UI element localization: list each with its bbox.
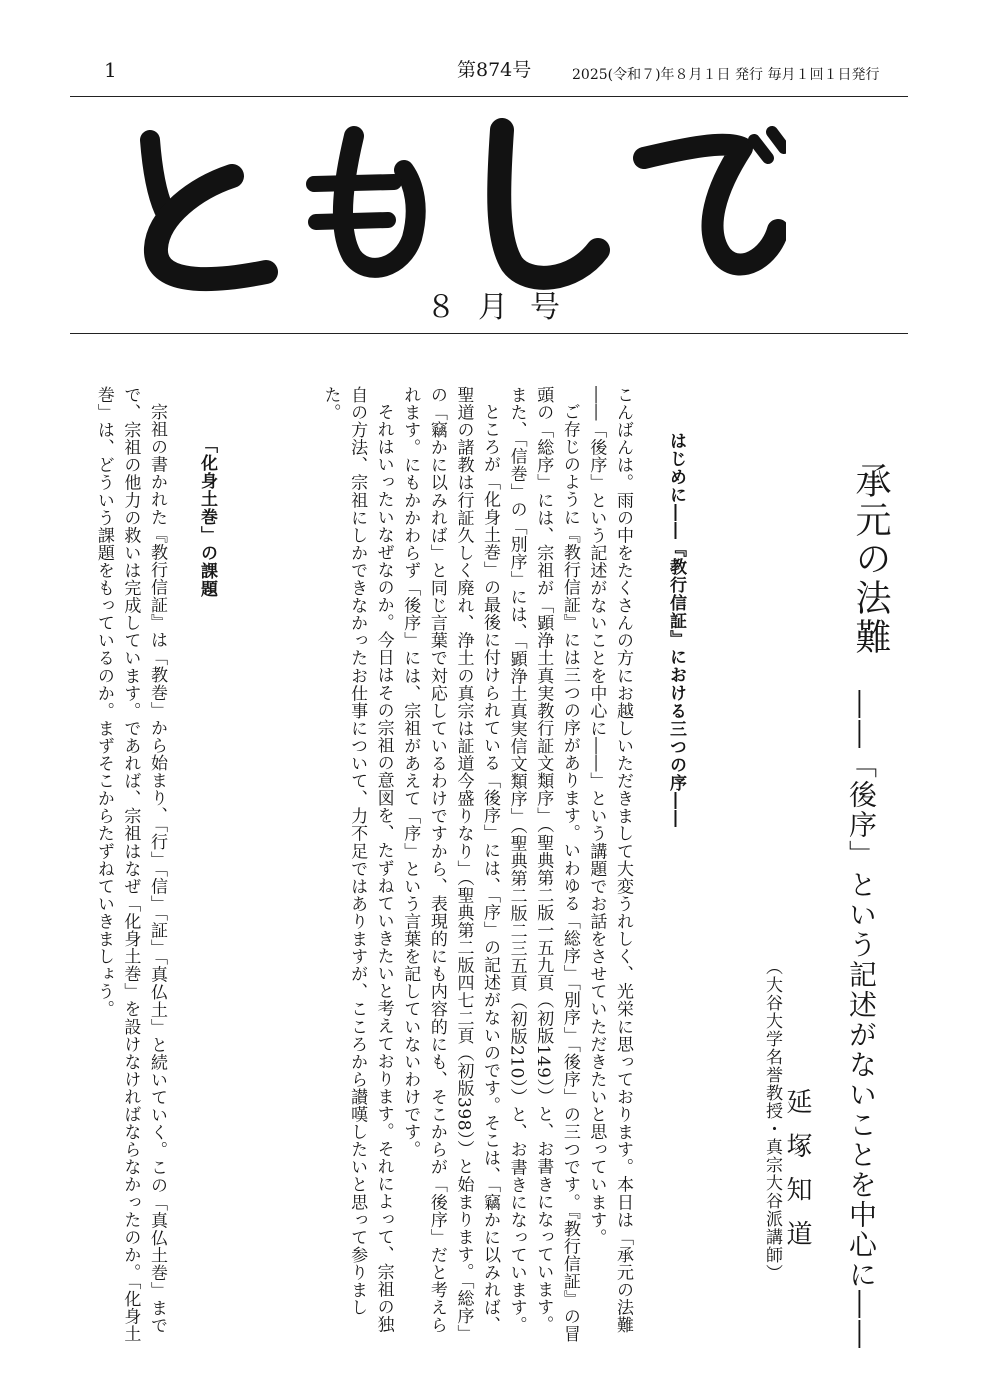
masthead-logo: [136, 118, 786, 298]
article-body-intro: [256, 386, 636, 1346]
publication-date: 2025(令和７)年８月１日 発行 毎月１回１日発行: [572, 67, 880, 83]
paragraph: ところが「化身土巻」の最後に付けられている「後序」には、「序」の記述がないのです。そこは、「竊かに以みれば、聖道の諸教は行証久しく廃れ、浄土の真宗は証道今盛りなり」（聖典第二版四七二頁（初版398））と始まります。「総序」の「竊かに以みれば」と同じ言葉で対応しているわけですから、表現的にも内容的にも、そこからが「後序」だと考えられます。にもかかわらず「後序」には、宗祖があえて「序」という言葉を記していないわけです。: [400, 386, 501, 1343]
article-title: 承元の法難: [850, 462, 891, 657]
header-divider: [70, 96, 908, 97]
paragraph: それはいったいなぜなのか。今日はその宗祖の意図を、たずねていきたいと考えております。それによって、宗祖の独自の方法、宗祖にしかできなかったお仕事について、力不足ではありますが、こころから讃嘆したいと思って参りました。: [320, 386, 394, 1334]
author-name: 延塚知道: [782, 1088, 812, 1264]
issue-number: 第874号: [457, 59, 532, 81]
author-affiliation: （大谷大学名誉教授・真宗大谷派講師）: [762, 958, 782, 1282]
masthead-divider: [70, 333, 908, 334]
paragraph: 宗祖の書かれた『教行信証』は「教巻」から始まり、「行」「信」「証」「真仏土」と続いていく。この「真仏土巻」までで、宗祖の他力の救いは完成しています。であれば、宗祖はなぜ「化身土巻」を設けなければならなかったのか。「化身土巻」は、どういう課題をもっているのか。まずそこからたずねていきましょう。: [93, 386, 167, 1343]
edition-label: ８月号: [426, 290, 582, 325]
section-heading-keshindo: 「化身土巻」の課題: [197, 436, 217, 598]
page-number: 1: [104, 58, 117, 82]
section-heading-intro: はじめに――『教行信証』における三つの序――: [666, 432, 686, 828]
paragraph: こんばんは。雨の中をたくさんの方にお越しいただきまして大変うれしく、光栄に思っております。本日は「承元の法難――「後序」という記述がないことを中心に――」という講題でお話をさせていただきたいと思っています。: [586, 386, 633, 1334]
paragraph: ご存じのように『教行信証』には三つの序があります。いわゆる「総序」「別序」「後序」の三つです。『教行信証』の冒頭の「総序」には、宗祖が「顕浄土真実教行証文類序」（聖典第二版一五九頁（初版149））と、お書きになっています。また、「信巻」の「別序」には、「顕浄土真実信文類序」（聖典第二版二三五頁（初版210））と、お書きになっています。: [506, 386, 580, 1343]
masthead-calligraphy: [136, 118, 786, 298]
article-body-keshindo: [86, 386, 170, 1346]
article-subtitle: ――「後序」という記述がないことを中心に――: [845, 690, 878, 1350]
